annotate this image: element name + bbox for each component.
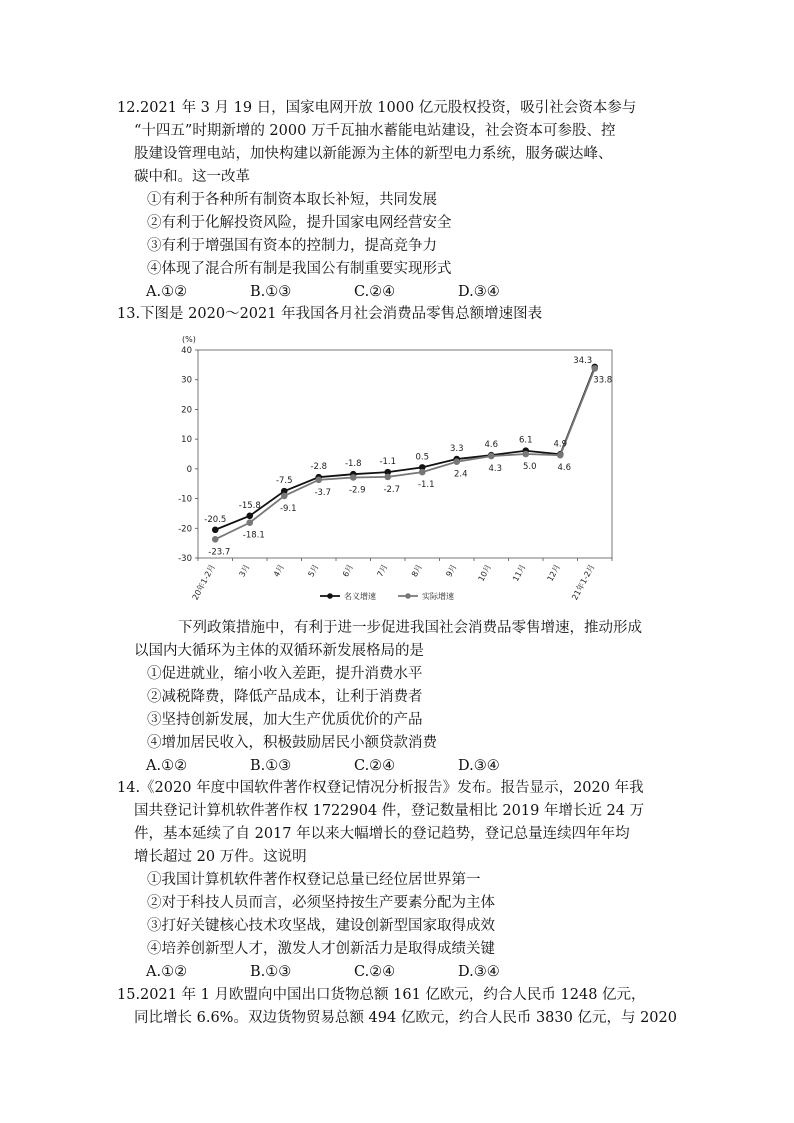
q12-line-2: “十四五”时期新增的 2000 万千瓦抽水蓄能电站建设，社会资本可参股、控: [134, 123, 616, 139]
q12-option-4: ④体现了混合所有制是我国公有制重要实现形式: [147, 261, 452, 277]
series-1-point: [419, 469, 426, 476]
real-data-label: -18.1: [242, 530, 265, 541]
q13-option-2: ②减税降费，降低产品成本，让利于消费者: [147, 689, 423, 705]
y-tick-label: 10: [181, 435, 192, 446]
q12-answers: [146, 282, 562, 302]
q14-option-4: ④培养创新型人才，激发人才创新活力是取得成绩关键: [147, 941, 495, 957]
series-1-point: [453, 458, 460, 465]
real-data-label: 4.6: [557, 463, 572, 474]
series-1-point: [212, 536, 219, 543]
q13-line-2: 以国内大循环为主体的双循环新发展格局的是: [134, 643, 424, 659]
real-data-label: -2.9: [348, 485, 366, 496]
q12-answer-a: A.①②: [146, 284, 188, 300]
q14-answer-a: A.①②: [146, 964, 188, 980]
q14-answer-c: C.②④: [354, 964, 396, 980]
q14-answer-d: D.③④: [458, 964, 500, 980]
x-tick-label: 20年1-2月: [190, 562, 218, 602]
q12-line-4: 碳中和。这一改革: [134, 169, 250, 185]
series-1-point: [246, 519, 253, 526]
legend-marker-1: [405, 593, 411, 599]
q15-line-1: 15.2021 年 1 月欧盟向中国出口货物总额 161 亿欧元，约合人民币 1248 亿元，: [117, 987, 646, 1003]
nominal-data-label: -1.1: [379, 457, 397, 468]
x-tick-label: 12月: [545, 562, 563, 583]
nominal-data-label: 4.9: [553, 439, 568, 450]
x-tick-label: 4月: [271, 562, 287, 579]
y-tick-label: 20: [181, 405, 192, 416]
q13-answer-d: D.③④: [458, 758, 500, 774]
series-0-point: [246, 513, 253, 520]
nominal-data-label: -15.8: [238, 500, 261, 511]
q15-line-2: 同比增长 6.6%。双边货物贸易总额 494 亿欧元，约合人民币 3830 亿元，与 2020: [134, 1010, 677, 1026]
y-tick-label: -30: [178, 554, 192, 564]
nominal-data-label: -7.5: [275, 476, 293, 487]
series-1-point: [350, 474, 357, 481]
y-tick-label: -20: [178, 524, 192, 535]
q14-line-3: 件，基本延续了自 2017 年以来大幅增长的登记趋势，登记总量连续四年年均: [134, 826, 630, 842]
nominal-data-label: 4.6: [484, 440, 499, 451]
nominal-data-label: 34.3: [573, 355, 593, 366]
q12-line-3: 股建设管理电站，加快构建以新能源为主体的新型电力系统，服务碳达峰、: [134, 146, 613, 162]
x-tick-label: 11月: [511, 562, 528, 583]
q12-option-2: ②有利于化解投资风险，提升国家电网经营安全: [147, 215, 452, 231]
x-tick-label: 3月: [237, 562, 252, 579]
q12-option-1: ①有利于各种所有制资本取长补短，共同发展: [147, 192, 437, 208]
nominal-data-label: -1.8: [344, 459, 362, 470]
series-1-point: [281, 493, 288, 500]
legend-label-0: 名义增速: [344, 592, 376, 601]
q12-answer-c: C.②④: [354, 284, 396, 300]
q14-line-1: 14.《2020 年度中国软件著作权登记情况分析报告》发布。报告显示，2020 年我: [117, 780, 644, 796]
real-data-label: 33.8: [593, 375, 613, 386]
series-1-point: [488, 453, 495, 460]
real-data-label: 4.3: [488, 464, 503, 475]
legend-marker-0: [327, 593, 333, 599]
q13-answer-b: B.①③: [250, 758, 292, 774]
legend-label-1: 实际增速: [422, 592, 454, 601]
q14-line-4: 增长超过 20 万件。这说明: [134, 849, 307, 865]
x-tick-label: 7月: [375, 562, 390, 579]
series-0-point: [212, 526, 219, 533]
real-data-label: -2.7: [383, 484, 401, 495]
y-unit-label: (%): [182, 335, 196, 344]
nominal-data-label: -20.5: [204, 514, 227, 525]
nominal-data-label: 6.1: [518, 435, 533, 446]
q14-answers: [146, 962, 562, 982]
q14-option-1: ①我国计算机软件著作权登记总量已经位居世界第一: [147, 872, 481, 888]
nominal-data-label: 3.3: [449, 444, 464, 455]
real-data-label: -9.1: [279, 503, 297, 514]
series-1-point: [557, 452, 564, 459]
real-data-label: -3.7: [314, 487, 332, 498]
y-tick-label: -10: [178, 494, 192, 505]
real-data-label: 5.0: [522, 462, 537, 472]
series-1-point: [591, 365, 598, 372]
q12-line-1: 12.2021 年 3 月 19 日，国家电网开放 1000 亿元股权投资，吸引社会资本参与: [117, 100, 637, 116]
q13-title: 13.下图是 2020～2021 年我国各月社会消费品零售总额增速图表: [117, 306, 543, 322]
q12-option-3: ③有利于增强国有资本的控制力，提高竞争力: [147, 238, 437, 254]
retail-sales-growth-chart: [160, 328, 625, 610]
q13-answer-c: C.②④: [354, 758, 396, 774]
q13-answer-a: A.①②: [146, 758, 188, 774]
series-line-1: [215, 368, 595, 539]
series-1-point: [384, 474, 391, 481]
x-tick-label: 21年1-2月: [570, 562, 597, 602]
q13-line-1: 下列政策措施中，有利于进一步促进我国社会消费品零售增速，推动形成: [178, 620, 642, 636]
x-tick-label: 9月: [444, 562, 459, 579]
nominal-data-label: 0.5: [415, 452, 430, 463]
q12-answer-d: D.③④: [458, 284, 500, 300]
real-data-label: 2.4: [453, 469, 468, 480]
q14-option-2: ②对于科技人员而言，必须坚持按生产要素分配为主体: [147, 895, 495, 911]
q13-answers: [146, 756, 562, 776]
x-tick-label: 5月: [306, 562, 321, 579]
x-tick-label: 10月: [476, 562, 494, 583]
series-1-point: [315, 477, 322, 484]
y-tick-label: 0: [186, 464, 192, 475]
series-1-point: [522, 451, 529, 458]
real-data-label: -23.7: [208, 547, 231, 558]
y-tick-label: 30: [181, 375, 192, 386]
q14-option-3: ③打好关键核心技术攻坚战，建设创新型国家取得成效: [147, 918, 495, 934]
q13-option-4: ④增加居民收入，积极鼓励居民小额贷款消费: [147, 735, 437, 751]
x-tick-label: 8月: [409, 562, 425, 579]
q14-line-2: 国共登记计算机软件著作权 1722904 件，登记数量相比 2019 年增长近 24 万: [134, 803, 645, 819]
real-data-label: -1.1: [417, 480, 435, 491]
q12-answer-b: B.①③: [250, 284, 292, 300]
y-tick-label: 40: [181, 346, 192, 356]
x-tick-label: 6月: [340, 562, 356, 579]
q13-option-3: ③坚持创新发展，加大生产优质优价的产品: [147, 712, 423, 728]
nominal-data-label: -2.8: [310, 462, 328, 473]
q13-option-1: ①促进就业，缩小收入差距，提升消费水平: [147, 666, 423, 682]
q14-answer-b: B.①③: [250, 964, 292, 980]
